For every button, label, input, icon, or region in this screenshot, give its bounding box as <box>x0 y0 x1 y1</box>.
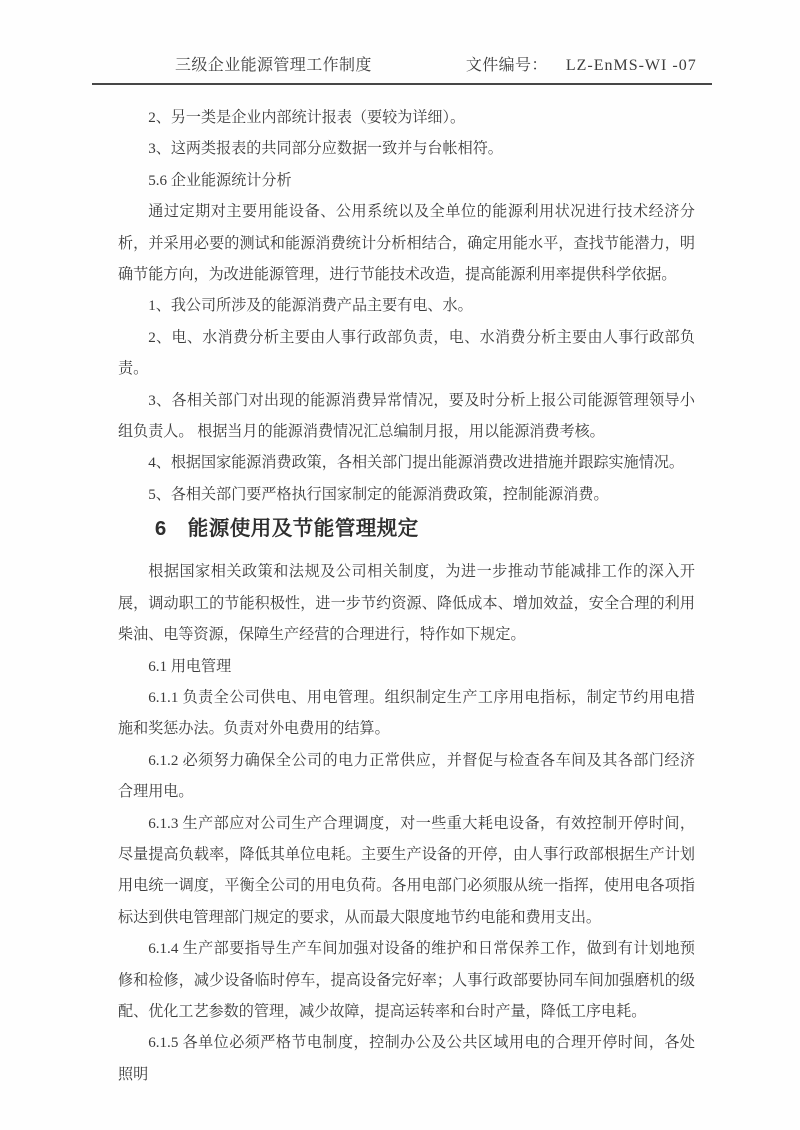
clause-6-1-4: 6.1.4 生产部要指导生产车间加强对设备的维护和日常保养工作，做到有计划地预修和检修，减少设备临时停车，提高设备完好率；人事行政部要协同车间加强磨机的级配、优化工艺参数的管理，减少故障，提高运转率和台时产量，降低工序电耗。 <box>118 941 695 1020</box>
paragraph-consumption-2: 2、电、水消费分析主要由人事行政部负责，电、水消费分析主要由人事行政部负责。 <box>118 329 695 378</box>
clause-6-1-5: 6.1.5 各单位必须严格节电制度，控制办公及公共区域用电的合理开停时间，各处照明 <box>118 1035 695 1083</box>
paragraph-consumption-1: 1、我公司所涉及的能源消费产品主要有电、水。 <box>148 298 473 315</box>
paragraph-item-2: 2、另一类是企业内部统计报表（要较为详细）。 <box>148 110 466 126</box>
document-title: 三级企业能源管理工作制度 <box>175 57 372 74</box>
header-divider <box>92 83 712 85</box>
paragraph-consumption-3: 3、各相关部门对出现的能源消费异常情况，要及时分析上报公司能源管理领导小组负责人。 根据当月的能源消费情况汇总编制月报，用以能源消费考核。 <box>118 392 695 441</box>
page-header <box>0 0 800 75</box>
paragraph-consumption-4: 4、根据国家能源消费政策，各相关部门提出能源消费改进措施并跟踪实施情况。 <box>148 455 685 472</box>
subheading-5-6: 5.6 企业能源统计分析 <box>148 172 292 189</box>
clause-6-1-2: 6.1.2 必须努力确保全公司的电力正常供应，并督促与检查各车间及其各部门经济合理用电。 <box>118 752 695 801</box>
paragraph-5-6-intro: 通过定期对主要用能设备、公用系统以及全单位的能源利用状况进行技术经济分析，并采用必要的测试和能源消费统计分析相结合，确定用能水平，查找节能潜力，明确节能方向，为改进能源管理，进行节能技术改造，提高能源利用率提供科学依据。 <box>118 204 695 284</box>
paragraph-item-3: 3、这两类报表的共同部分应数据一致并与台帐相符。 <box>148 141 503 158</box>
paragraph-section-6-intro: 根据国家相关政策和法规及公司相关制度，为进一步推动节能减排工作的深入开展，调动职工的节能积极性，进一步节约资源、降低成本、增加效益，安全合理的利用柴油、电等资源，保障生产经营的合理进行，特作如下规定。 <box>118 564 695 644</box>
doc-number-block <box>466 52 697 75</box>
doc-number-label: 文件编号： <box>465 57 548 74</box>
document-body <box>118 103 695 1091</box>
clause-6-1-1: 6.1.1 负责全公司供电、用电管理。组织制定生产工序用电指标，制定节约用电措施和奖惩办法。负责对外电费用的结算。 <box>118 689 695 738</box>
section-heading-6: 6 能源使用及节能管理规定 <box>154 517 419 541</box>
doc-number-value: LZ-EnMS-WI -07 <box>565 57 697 74</box>
clause-6-1-3: 6.1.3 生产部应对公司生产合理调度，对一些重大耗电设备，有效控制开停时间，尽量提高负载率，降低其单位电耗。主要生产设备的开停，由人事行政部根据生产计划用电统一调度，平衡全公司的用电负荷。各用电部门必须服从统一指挥，使用电各项指标达到供电管理部门规定的要求，从而最大限度地节约电能和费用支出。 <box>118 815 695 926</box>
subheading-6-1: 6.1 用电管理 <box>148 658 232 675</box>
paragraph-consumption-5: 5、各相关部门要严格执行国家制定的能源消费政策，控制能源消费。 <box>148 486 609 503</box>
